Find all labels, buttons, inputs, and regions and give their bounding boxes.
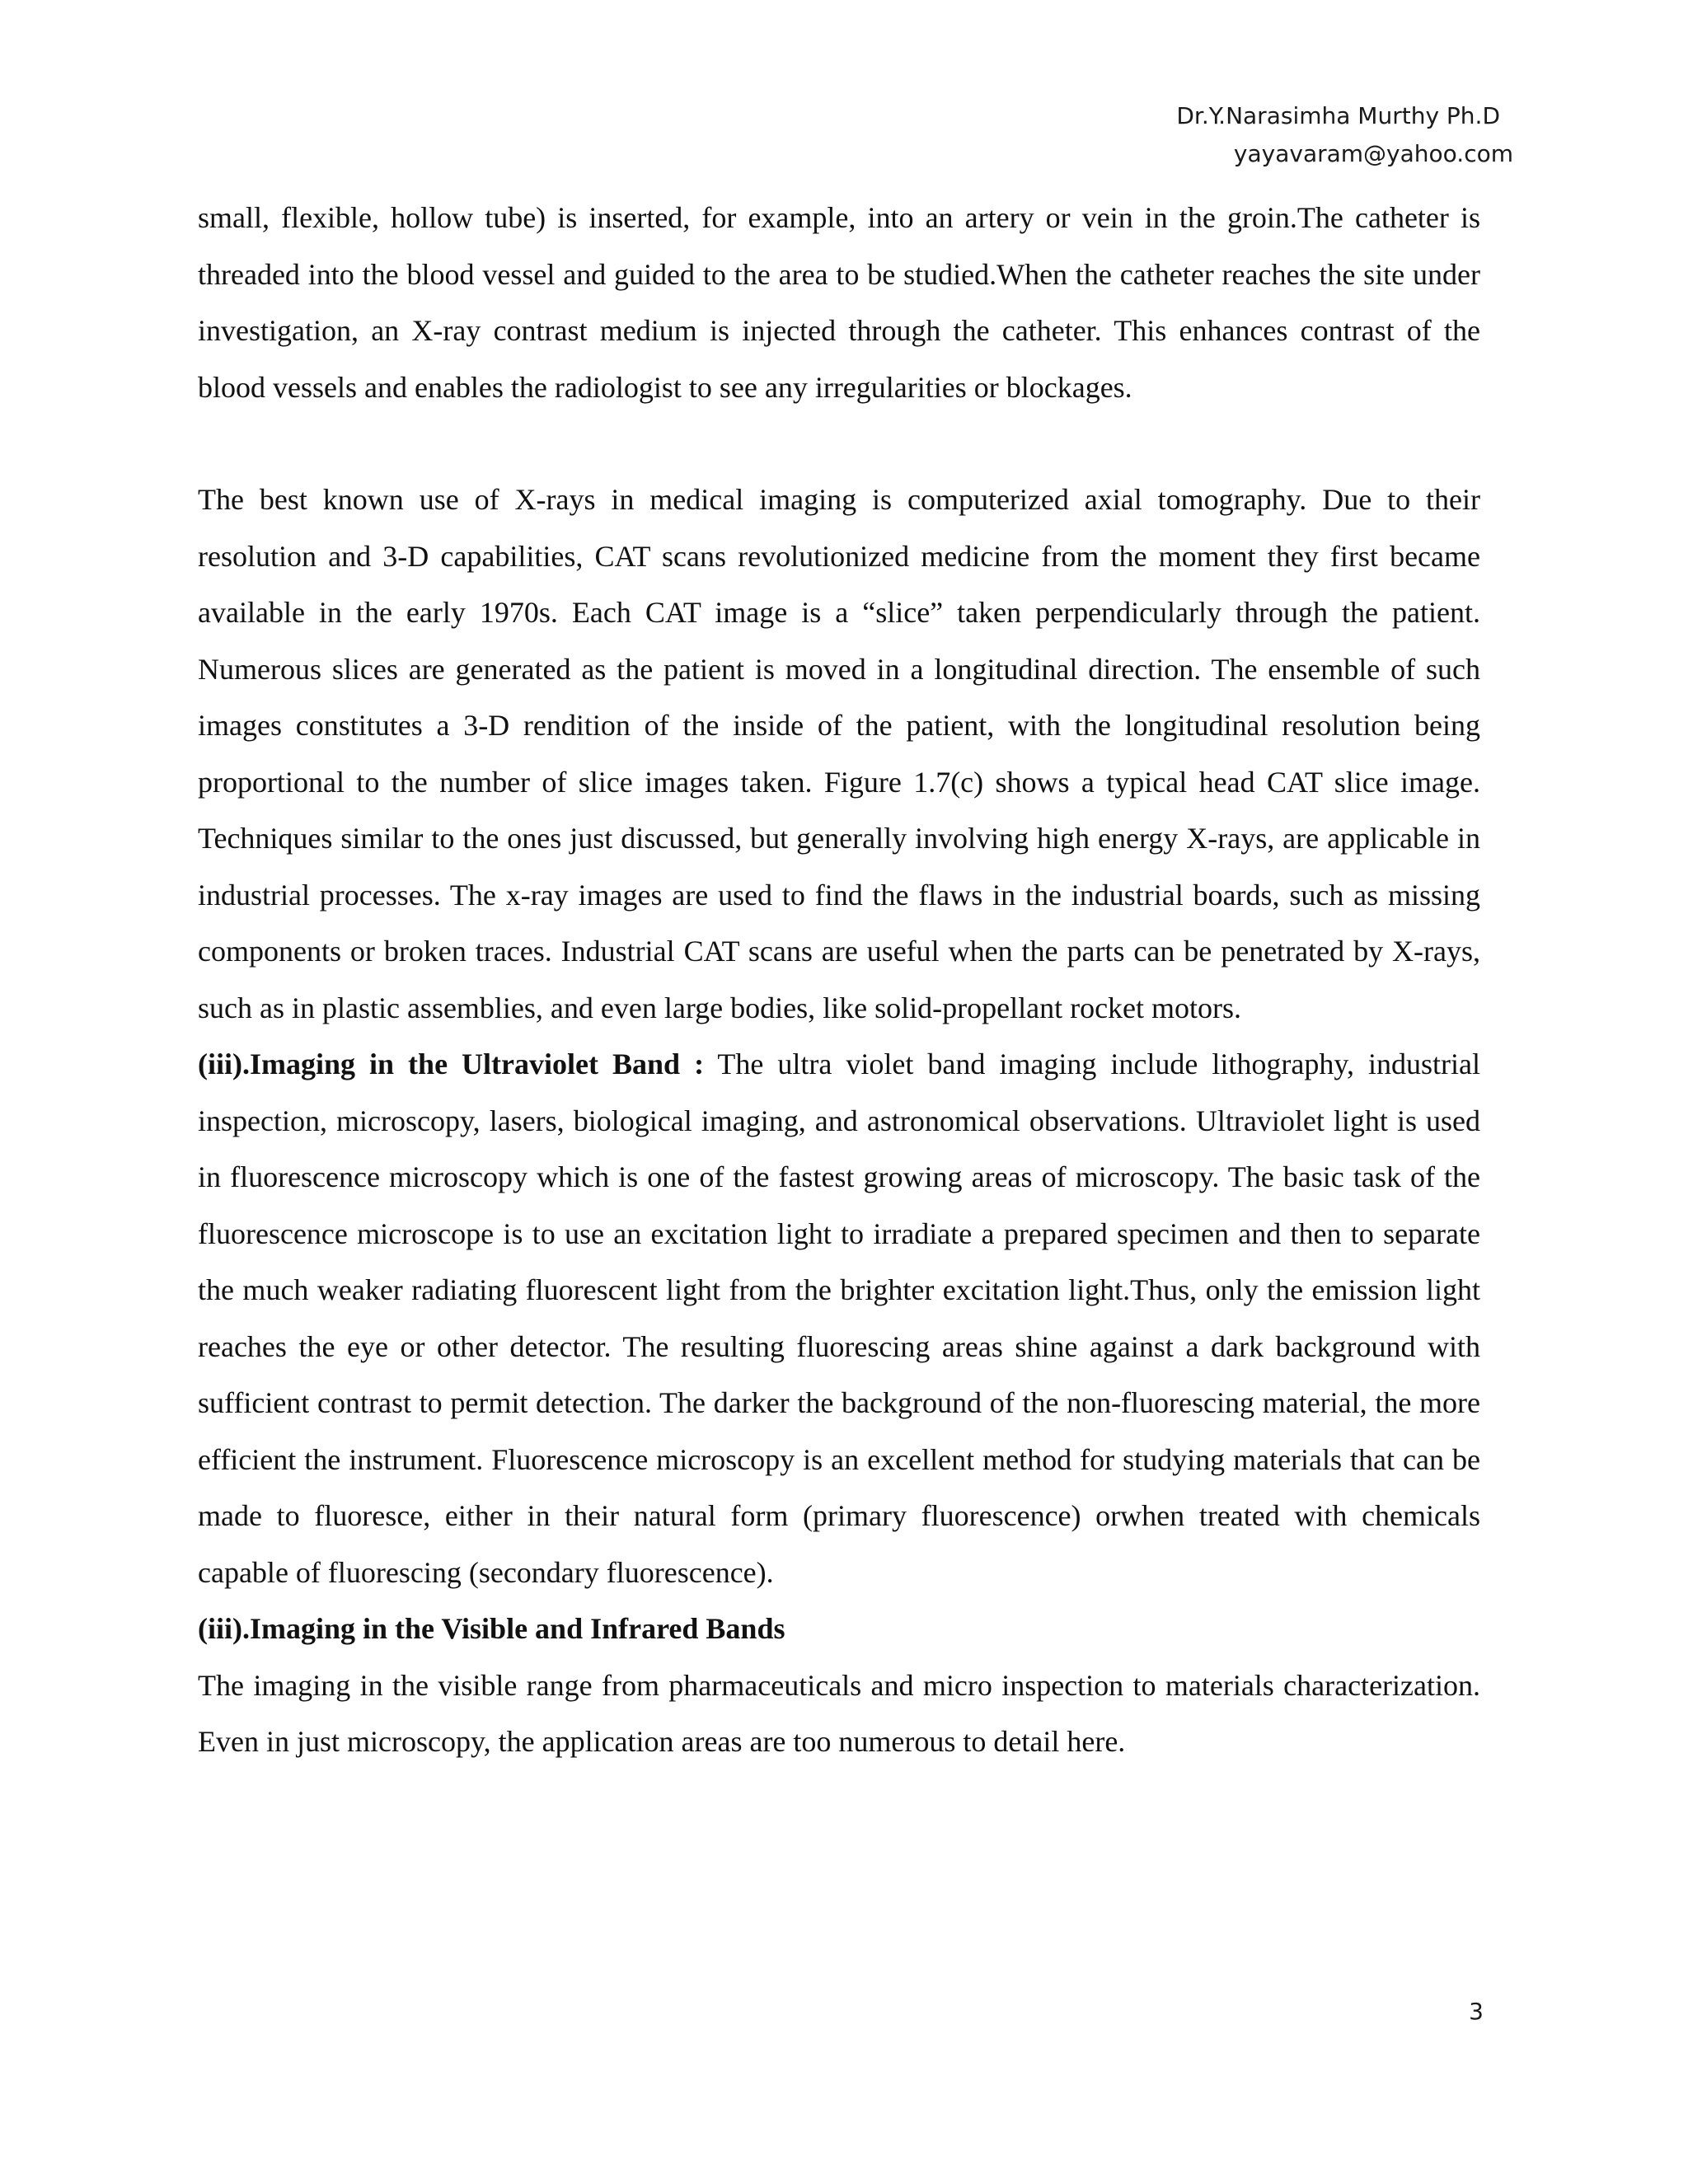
page-header [1176, 97, 1513, 173]
section-heading-visible-infrared-line [198, 1601, 1480, 1657]
paragraph-ultraviolet [198, 1036, 1480, 1601]
section-heading-ultraviolet: (iii).Imaging in the Ultraviolet Band : [198, 1047, 705, 1080]
page-number: 3 [1469, 1998, 1484, 2025]
document-body [198, 190, 1480, 1770]
author-email: yayavaram@yahoo.com [1233, 140, 1513, 167]
paragraph-ultraviolet-text: The ultra violet band imaging include lithography, industrial inspection, microscopy, lasers, biological imaging, and astronomical observations. Ultraviolet light is used in fluorescence microscopy which is one of the fastest growing areas of microscopy. The basic task of the fluorescence microscope is to use an excitation light to irradiate a prepared specimen and then to separate the much weaker radiating fluorescent light from the brighter excitation light.Thus, only the emission light reaches the eye or other detector. The resulting fluorescing areas shine against a dark background with sufficient contrast to permit detection. The darker the background of the non-fluorescing material, the more efficient the instrument. Fluorescence microscopy is an excellent method for studying materials that can be made to fluoresce, either in their natural form (primary fluorescence) orwhen treated with chemicals capable of fluorescing (secondary fluorescence). [198, 1047, 1480, 1589]
author-name: Dr.Y.Narasimha Murthy Ph.D [1176, 102, 1500, 129]
paragraph-cat-scans: The best known use of X-rays in medical imaging is computerized axial tomography. Due to their resolution and 3-D capabilities, CAT scans revolutionized medicine from the moment they first became available in the early 1970s. Each CAT image is a “slice” taken perpendicularly through the patient. Numerous slices are generated as the patient is moved in a longitudinal direction. The ensemble of such images constitutes a 3-D rendition of the inside of the patient, with the longitudinal resolution being proportional to the number of slice images taken. Figure 1.7(c) shows a typical head CAT slice image. Techniques similar to the ones just discussed, but generally involving high energy X-rays, are applicable in industrial processes. The x-ray images are used to find the flaws in the industrial boards, such as missing components or broken traces. Industrial CAT scans are useful when the parts can be penetrated by X-rays, such as in plastic assemblies, and even large bodies, like solid-propellant rocket motors. [198, 483, 1480, 1024]
paragraph-visible-range: The imaging in the visible range from pharmaceuticals and micro inspection to materials characterization. Even in just microscopy, the application areas are too numerous to detail here. [198, 1668, 1480, 1758]
paragraph-angiography: small, flexible, hollow tube) is inserted, for example, into an artery or vein in the groin.The catheter is threaded into the blood vessel and guided to the area to be studied.When the catheter reaches the site under investigation, an X-ray contrast medium is injected through the catheter. This enhances contrast of the blood vessels and enables the radiologist to see any irregularities or blockages. [198, 201, 1480, 404]
section-heading-visible-infrared: (iii).Imaging in the Visible and Infrared Bands [198, 1612, 785, 1645]
